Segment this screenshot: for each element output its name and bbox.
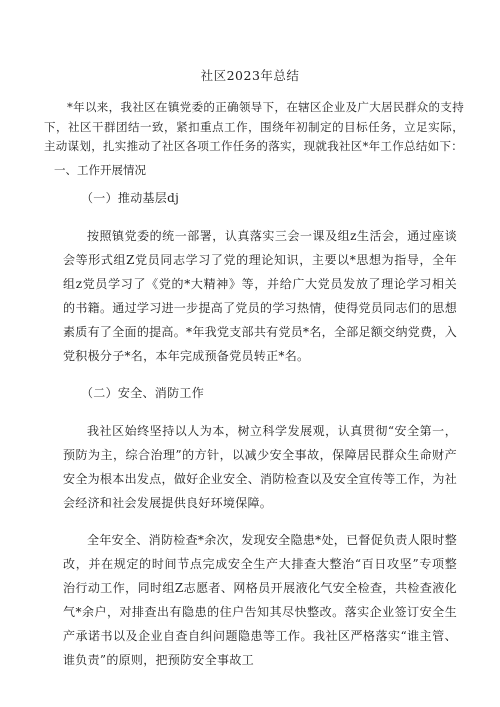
intro-paragraph	[44, 98, 464, 157]
section-heading-1: 一、工作开展情况	[54, 163, 146, 177]
paragraph-1: 按照镇党委的统一部署，认真落实三会一课及组z生活会，通过座谈会等形式组Z党员同志学习了党的理论知识，主要以*思想为指导，全年组z党员学习了《党的*大精神》等，并给广大党员发放了理论学习相关的书籍。通过学习进一步提高了党员的学习热情，使得党员同志们的思想素质有了全面的提高。*年我党支部共有党员*名，全部足额交纳党费，入党积极分子*名，本年完成预备党员转正*名。	[63, 229, 457, 363]
intro-text: *年以来，我社区在镇党委的正确领导下，在辖区企业及广大居民群众的支持下，社区干群团结一致，紧扣重点工作，围绕年初制定的目标任务，立足实际，主动谋划，扎实推动了社区各项工作任务的落实，现就我社区*年工作总结如下：	[44, 100, 464, 153]
paragraph-3: 全年安全、消防检查*余次，发现安全隐患*处，已督促负责人限时整改，并在规定的时间节点完成安全生产大排查大整治“百日攻坚”专项整治行动工作，同时组Z志愿者、网格员开展液化气安全检查，共检查液化气*余户，对排查出有隐患的住户告知其尽快整改。落实企业签订安全生产承诺书以及企业自查自纠问题隐患等工作。我社区严格落实“谁主管、谁负责”的原则，把预防安全事故工	[63, 533, 457, 667]
document-title: 社区2023年总结	[200, 68, 300, 83]
section-body	[63, 186, 457, 672]
subsection-heading-1: （一）推动基层dj	[81, 191, 180, 205]
paragraph-2: 我社区始终坚持以人为本，树立科学发展观，认真贯彻“安全第一，预防为主，综合治理”的方针，以减少安全事故，保障居民群众生命财产安全为根本出发点，做好企业安全、消防检查以及安全宣传等工作，为社会经济和社会发展提供良好环境保障。	[63, 424, 457, 510]
subsection-heading-2: （二）安全、消防工作	[81, 386, 205, 400]
